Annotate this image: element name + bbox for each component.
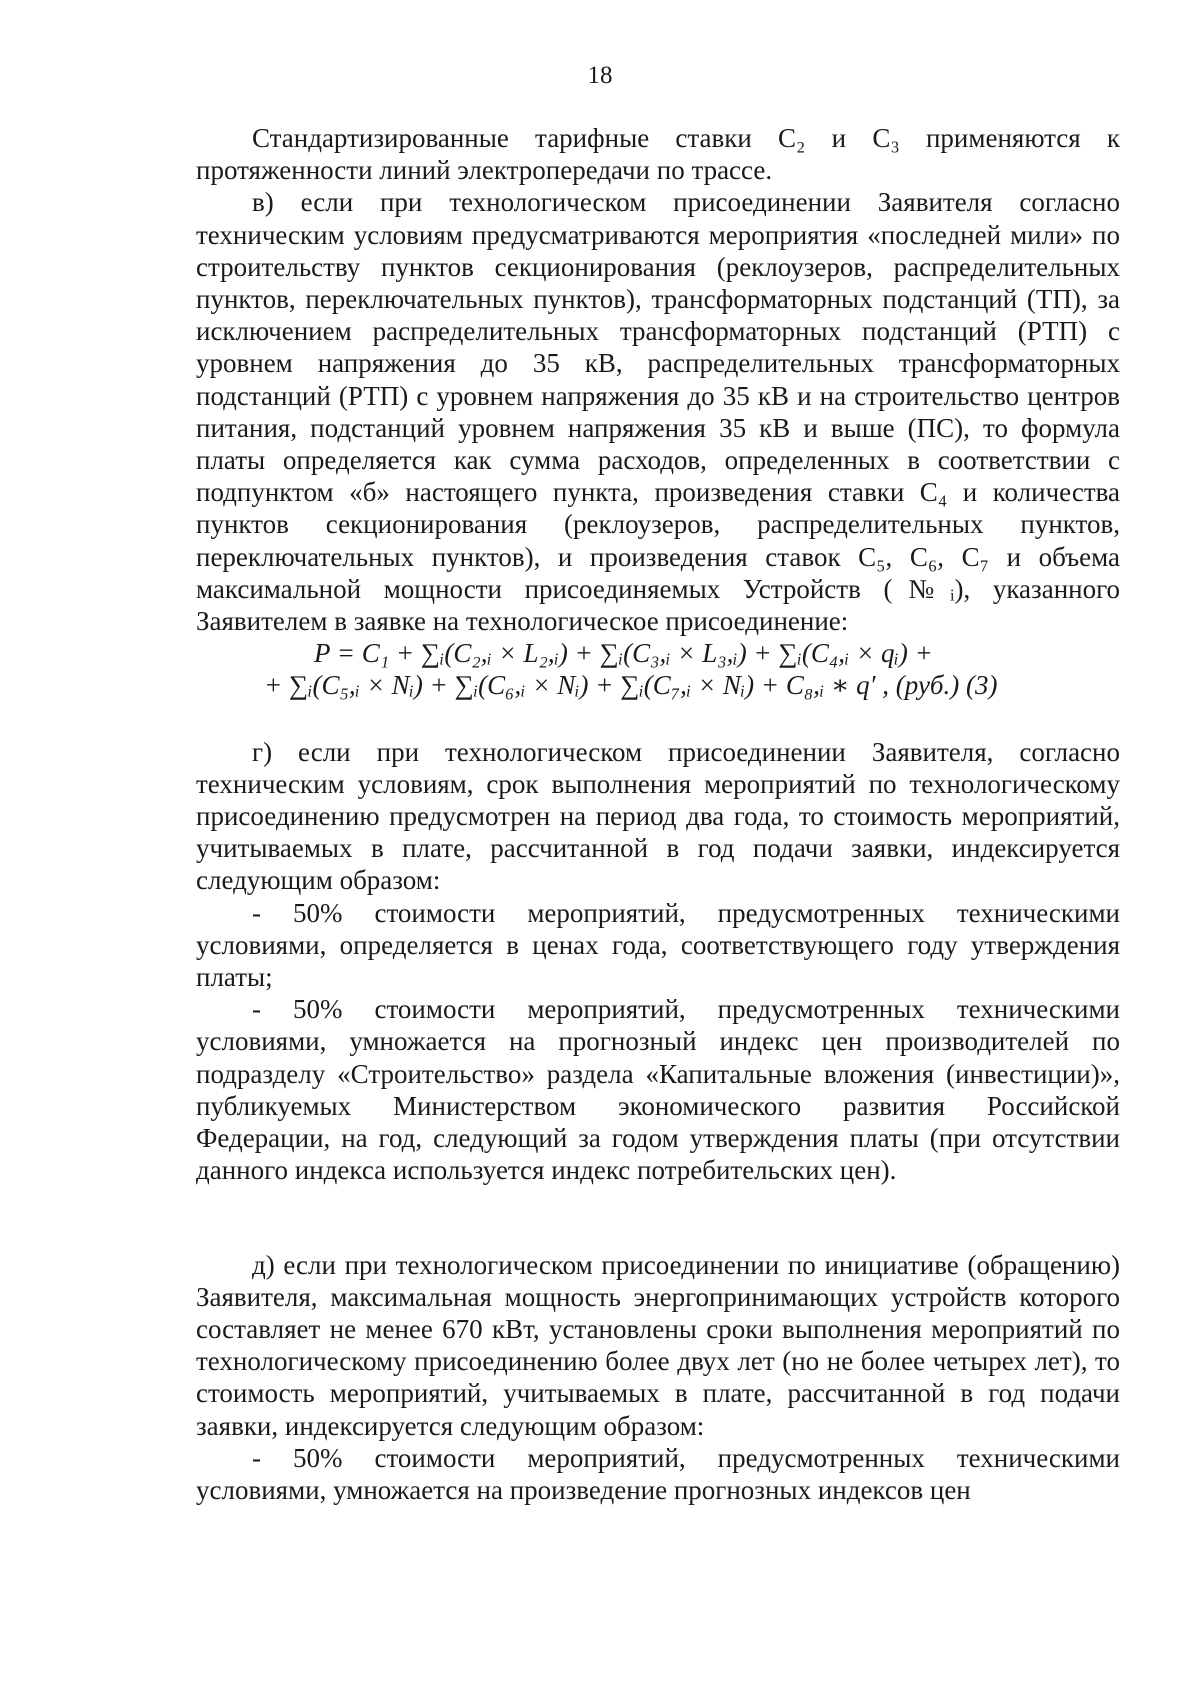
page-number: 18 xyxy=(587,62,613,89)
list-item-50-percent-index: - 50% стоимости мероприятий, предусмотренных техническими условиями, умножается на прогнозный индекс цен производителей по подразделу «Строительство» раздела «Капитальные вложения (инвестиции)», публикуемых Министерством экономического развития Российской Федерации, на год, следующий за годом утверждения платы (при отсутствии данного индекса используется индекс потребительских цен). xyxy=(196,994,1120,1186)
document-body xyxy=(196,122,1120,1506)
paragraph-item-v: в) если при технологическом присоединении Заявителя согласно техническим условиям предусматриваются мероприятия «последней мили» по строительству пунктов секционирования (реклоузеров, распределительных пунктов, переключательных пунктов), трансформаторных подстанций (ТП), за исключением распределительных трансформаторных подстанций (РТП) с уровнем напряжения до 35 кВ, распределительных трансформаторных подстанций (РТП) с уровнем напряжения до 35 кВ и на строительство центров питания, подстанций уровнем напряжения 35 кВ и выше (ПС), то формула платы определяется как сумма расходов, определенных в соответствии с подпунктом «б» настоящего пункта, произведения ставки С₄ и количества пунктов секционирования (реклоузеров, распределительных пунктов, переключательных пунктов), и произведения ставок С₅, С₆, С₇ и объема максимальной мощности присоединяемых Устройств (№ᵢ), указанного Заявителем в заявке на технологическое присоединение: xyxy=(196,187,1120,637)
list-item-50-percent-forecast: - 50% стоимости мероприятий, предусмотренных техническими условиями, умножается на произведение прогнозных индексов цен xyxy=(196,1442,1120,1505)
list-item-50-percent-base: - 50% стоимости мероприятий, предусмотренных техническими условиями, определяется в ценах года, соответствующего году утверждения платы; xyxy=(196,897,1120,993)
paragraph-item-d: д) если при технологическом присоединении по инициативе (обращению) Заявителя, максимальная мощность энергопринимающих устройств которого составляет не менее 670 кВт, установлены сроки выполнения мероприятий по технологическому присоединению более двух лет (но не более четырех лет), то стоимость мероприятий, учитываемых в плате, рассчитанной в год подачи заявки, индексируется следующим образом: xyxy=(196,1249,1120,1441)
formula-line-2: + ∑ᵢ(C₅,ᵢ × Nᵢ) + ∑ᵢ(C₆,ᵢ × Nᵢ) + ∑ᵢ(C₇,ᵢ × Nᵢ) + C₈,ᵢ ∗ q′ , (руб.) (3) xyxy=(264,670,998,701)
formula-line-1: P = C₁ + ∑ᵢ(C₂,ᵢ × L₂,ᵢ) + ∑ᵢ(C₃,ᵢ × L₃,ᵢ) + ∑ᵢ(C₄,ᵢ × qᵢ) + xyxy=(314,638,933,669)
paragraph-item-g: г) если при технологическом присоединении Заявителя, согласно техническим условиям, срок выполнения мероприятий по технологическому присоединению предусмотрен на период два года, то стоимость мероприятий, учитываемых в плате, рассчитанной в год подачи заявки, индексируется следующим образом: xyxy=(196,736,1120,896)
paragraph-tariff-rates: Стандартизированные тарифные ставки С₂ и С₃ применяются к протяженности линий электропередачи по трассе. xyxy=(196,123,1120,186)
